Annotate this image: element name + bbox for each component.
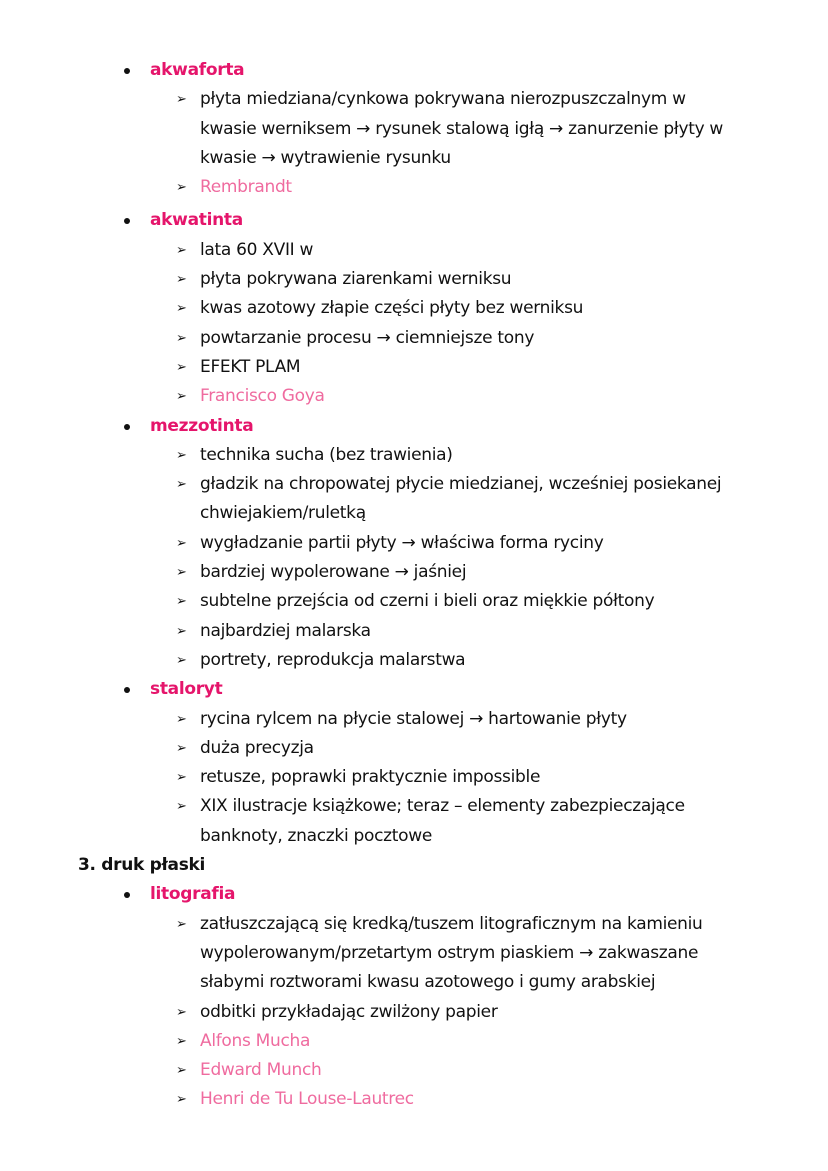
heading-text: mezzotinta: [150, 415, 254, 436]
item-text: chwiejakiem/ruletką: [200, 503, 366, 524]
item-text: banknoty, znaczki pocztowe: [200, 825, 432, 846]
list-item-artist: [0, 1056, 828, 1085]
heading-text: litografia: [150, 884, 236, 905]
list-item: [0, 587, 828, 616]
section-heading-staloryt: [0, 675, 828, 704]
bullet-dot-icon: [124, 687, 130, 693]
arrowhead-bullet-icon: ➢: [176, 272, 187, 288]
item-text: kwasie werniksem → rysunek stalową igłą → zanurzenie płyty w: [200, 118, 724, 139]
item-text: kwas azotowy złapie części płyty bez werniksu: [200, 298, 584, 319]
bullet-dot-icon: [124, 424, 130, 430]
list-item: [0, 294, 828, 323]
section-heading-litografia: [0, 880, 828, 909]
artist-name: Francisco Goya: [200, 386, 325, 407]
list-item: [0, 441, 828, 470]
bullet-dot-icon: [124, 892, 130, 898]
arrowhead-bullet-icon: ➢: [176, 740, 187, 756]
item-text: bardziej wypolerowane → jaśniej: [200, 562, 467, 583]
item-text: odbitki przykładając zwilżony papier: [200, 1001, 498, 1022]
item-text: zatłuszczającą się kredką/tuszem litograficznym na kamieniu: [200, 913, 703, 934]
artist-name: Edward Munch: [200, 1060, 322, 1081]
list-item: [0, 558, 828, 587]
bullet-dot-icon: [124, 218, 130, 224]
section-title-text: 3. druk płaski: [78, 855, 206, 876]
arrowhead-bullet-icon: ➢: [176, 535, 187, 551]
item-text: gładzik na chropowatej płycie miedzianej, wcześniej posiekanej: [200, 474, 722, 495]
item-text: XIX ilustracje książkowe; teraz – elementy zabezpieczające: [200, 796, 685, 817]
arrowhead-bullet-icon: ➢: [176, 301, 187, 317]
arrowhead-bullet-icon: ➢: [176, 389, 187, 405]
artist-name: Alfons Mucha: [200, 1030, 311, 1051]
arrowhead-bullet-icon: ➢: [176, 330, 187, 346]
arrowhead-bullet-icon: ➢: [176, 242, 187, 258]
document-page: [0, 56, 828, 1115]
list-item-artist: [0, 1027, 828, 1056]
item-text: kwasie → wytrawienie rysunku: [200, 147, 451, 168]
item-text: rycina rylcem na płycie stalowej → hartowanie płyty: [200, 708, 627, 729]
list-item-continuation: [0, 939, 828, 968]
list-item: [0, 324, 828, 353]
item-text: subtelne przejścia od czerni i bieli oraz miękkie półtony: [200, 591, 655, 612]
item-text: EFEKT PLAM: [200, 356, 301, 377]
list-item-artist: [0, 173, 828, 202]
section-heading-akwatinta: [0, 206, 828, 235]
list-item-continuation: [0, 499, 828, 528]
arrowhead-bullet-icon: ➢: [176, 92, 187, 108]
arrowhead-bullet-icon: ➢: [176, 180, 187, 196]
list-item-continuation: [0, 968, 828, 997]
arrowhead-bullet-icon: ➢: [176, 1063, 187, 1079]
list-item: [0, 617, 828, 646]
item-text: lata 60 XVII w: [200, 239, 314, 260]
arrowhead-bullet-icon: ➢: [176, 1004, 187, 1020]
item-text: retusze, poprawki praktycznie impossible: [200, 767, 541, 788]
list-item: [0, 236, 828, 265]
arrowhead-bullet-icon: ➢: [176, 916, 187, 932]
artist-name: Rembrandt: [200, 177, 292, 198]
bullet-dot-icon: [124, 68, 130, 74]
list-item: [0, 646, 828, 675]
item-text: wygładzanie partii płyty → właściwa forma ryciny: [200, 532, 604, 553]
arrowhead-bullet-icon: ➢: [176, 623, 187, 639]
arrowhead-bullet-icon: ➢: [176, 1092, 187, 1108]
list-item-artist: [0, 382, 828, 411]
item-text: płyta miedziana/cynkowa pokrywana nierozpuszczalnym w: [200, 89, 686, 110]
arrowhead-bullet-icon: ➢: [176, 594, 187, 610]
item-text: wypolerowanym/przetartym ostrym piaskiem → zakwaszane: [200, 942, 699, 963]
arrowhead-bullet-icon: ➢: [176, 1033, 187, 1049]
list-item: [0, 470, 828, 499]
list-item-continuation: [0, 822, 828, 851]
arrowhead-bullet-icon: ➢: [176, 770, 187, 786]
list-item: [0, 763, 828, 792]
list-item: [0, 792, 828, 821]
list-item: [0, 85, 828, 114]
item-text: powtarzanie procesu → ciemniejsze tony: [200, 327, 535, 348]
list-item: [0, 998, 828, 1027]
artist-name: Henri de Tu Louse-Lautrec: [200, 1089, 414, 1110]
item-text: płyta pokrywana ziarenkami werniksu: [200, 269, 512, 290]
arrowhead-bullet-icon: ➢: [176, 652, 187, 668]
section-heading-akwaforta: [0, 56, 828, 85]
heading-text: staloryt: [150, 679, 223, 700]
list-item: [0, 705, 828, 734]
list-item: [0, 734, 828, 763]
arrowhead-bullet-icon: ➢: [176, 565, 187, 581]
list-item: [0, 529, 828, 558]
arrowhead-bullet-icon: ➢: [176, 359, 187, 375]
list-item-continuation: [0, 115, 828, 144]
section-heading-mezzotinta: [0, 412, 828, 441]
arrowhead-bullet-icon: ➢: [176, 711, 187, 727]
arrowhead-bullet-icon: ➢: [176, 477, 187, 493]
item-text: duża precyzja: [200, 737, 314, 758]
section-title-druk-plaski: [0, 851, 828, 880]
list-item: [0, 353, 828, 382]
arrowhead-bullet-icon: ➢: [176, 799, 187, 815]
item-text: portrety, reprodukcja malarstwa: [200, 649, 466, 670]
arrowhead-bullet-icon: ➢: [176, 447, 187, 463]
list-item: [0, 910, 828, 939]
list-item-continuation: [0, 144, 828, 173]
list-item: [0, 265, 828, 294]
item-text: technika sucha (bez trawienia): [200, 444, 453, 465]
item-text: najbardziej malarska: [200, 620, 371, 641]
heading-text: akwaforta: [150, 60, 245, 80]
list-item-artist: [0, 1085, 828, 1114]
item-text: słabymi roztworami kwasu azotowego i gumy arabskiej: [200, 972, 656, 993]
heading-text: akwatinta: [150, 210, 243, 231]
